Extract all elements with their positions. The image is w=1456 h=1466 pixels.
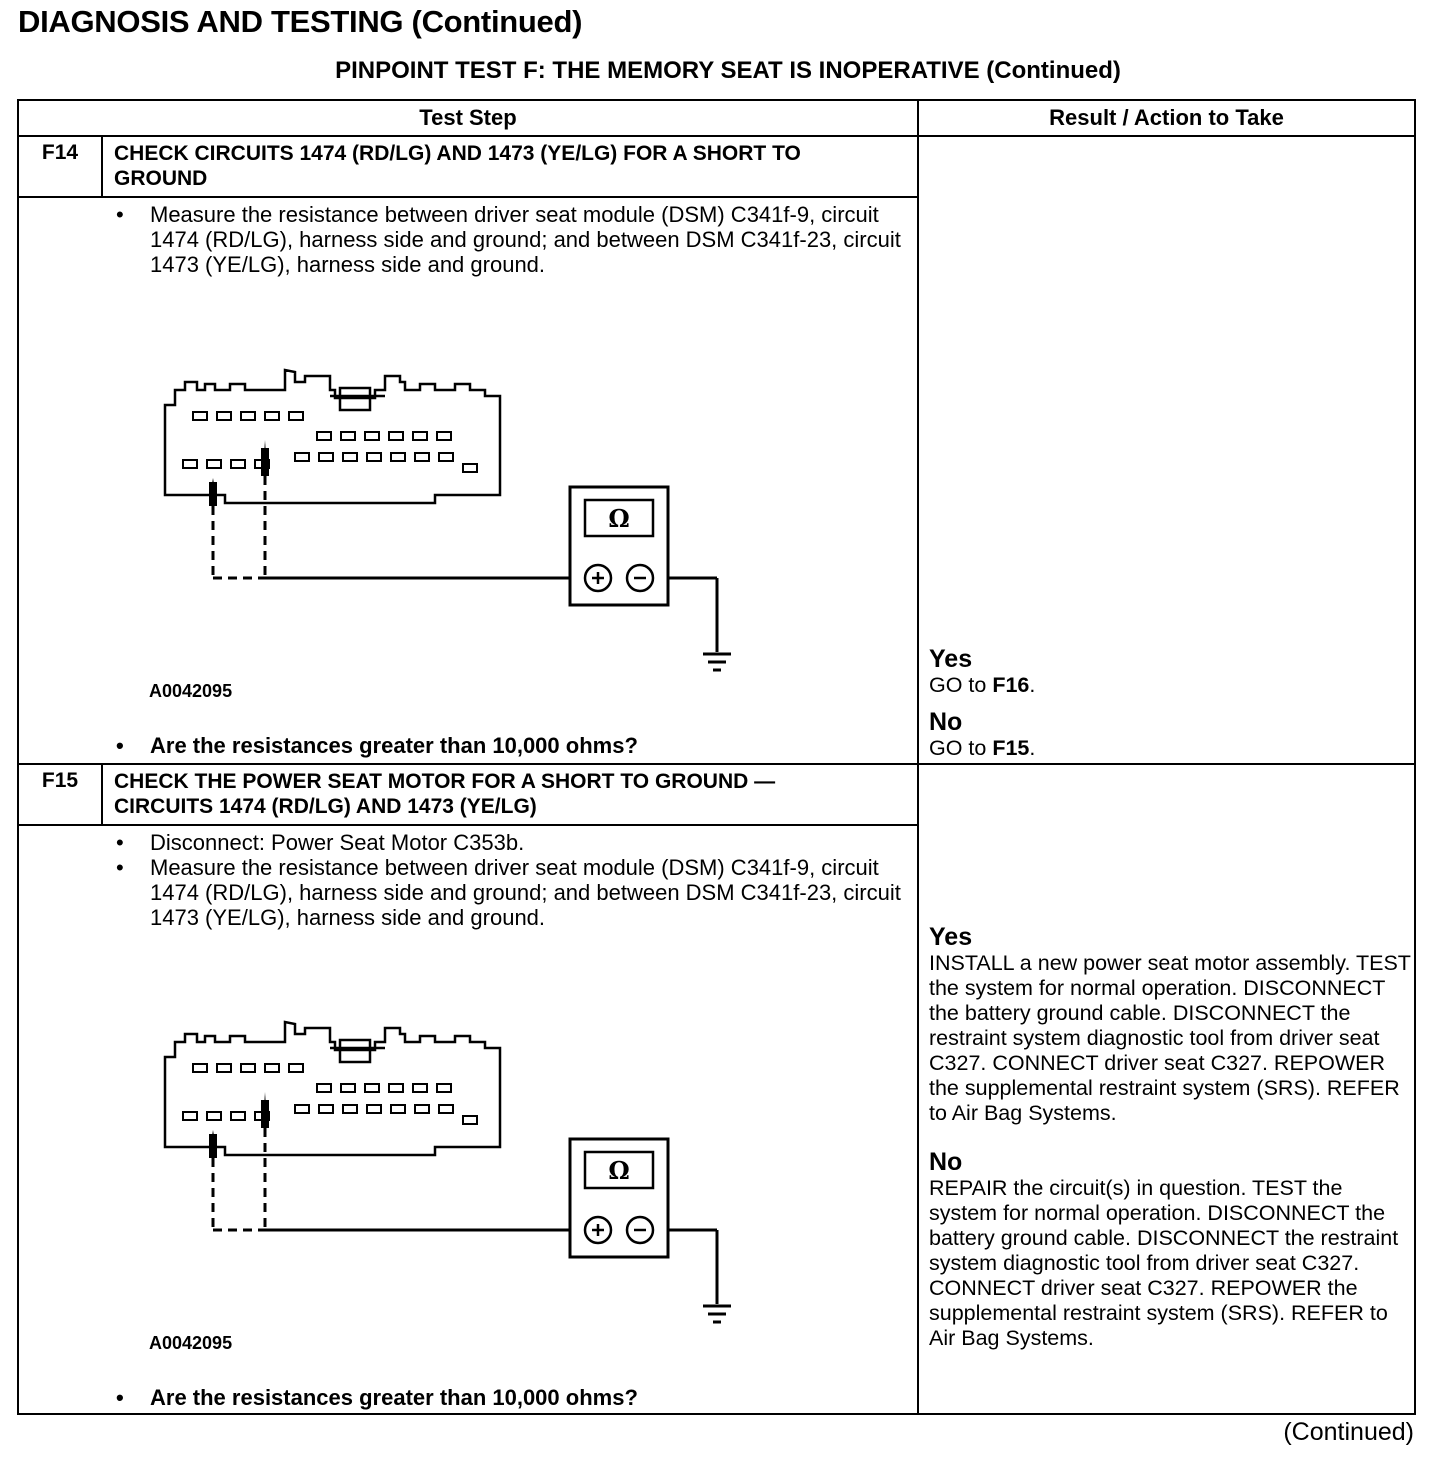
ohmmeter bbox=[570, 487, 668, 605]
ground-icon bbox=[703, 654, 731, 670]
column-divider bbox=[917, 101, 919, 1413]
goto-target-f16[interactable]: F16 bbox=[992, 673, 1030, 697]
result-yes-action: GO to F16. bbox=[929, 673, 1036, 697]
figure-code-f14: A0042095 bbox=[149, 681, 233, 701]
step-question-f14 bbox=[114, 733, 904, 758]
ground-icon bbox=[703, 1306, 731, 1322]
step-bullets-f15 bbox=[114, 830, 904, 930]
result-yes-action: INSTALL a new power seat motor assembly. TEST the system for normal operation. DISCONNECT the battery ground cable. DISCONNECT the restraint system diagnostic tool from driver seat C327. CONNECT driver seat C327. REPOWER the supplemental restraint system (SRS). REFER to Air Bag Systems. bbox=[929, 951, 1411, 1125]
header-test-step: Test Step bbox=[419, 105, 517, 130]
figure-code-f15: A0042095 bbox=[149, 1333, 233, 1353]
connector-pins-top-row bbox=[183, 412, 477, 472]
header-result: Result / Action to Take bbox=[1049, 105, 1284, 130]
result-f14 bbox=[929, 645, 1415, 761]
step-id-f14: F14 bbox=[41, 141, 79, 164]
step-id-divider-f14 bbox=[101, 135, 103, 197]
ohm-symbol: Ω bbox=[608, 1156, 630, 1185]
continued-marker: (Continued) bbox=[1283, 1418, 1414, 1446]
result-no-label: No bbox=[929, 708, 963, 736]
question: • Are the resistances greater than 10,000 ohms? bbox=[114, 1385, 904, 1410]
result-f15 bbox=[929, 923, 1415, 1351]
list-item: • Measure the resistance between driver seat module (DSM) C341f-9, circuit 1474 (RD/LG), harness side and ground; and between DSM C341f-23, circuit 1473 (YE/LG), harness side and ground. bbox=[114, 202, 904, 277]
ohm-symbol: Ω bbox=[608, 504, 630, 533]
list-item: • Disconnect: Power Seat Motor C353b. bbox=[114, 830, 904, 855]
goto-target-f15[interactable]: F15 bbox=[992, 736, 1030, 760]
step-title-divider-f14 bbox=[19, 196, 917, 198]
result-no-label: No bbox=[929, 1148, 963, 1176]
connector-ohmmeter-diagram-f15 bbox=[155, 1012, 755, 1332]
result-no-action: GO to F15. bbox=[929, 736, 1036, 760]
result-yes-label: Yes bbox=[929, 645, 973, 673]
step-title-f14: CHECK CIRCUITS 1474 (RD/LG) AND 1473 (YE/LG) FOR A SHORT TO GROUND bbox=[114, 142, 801, 190]
step-title-divider-f15 bbox=[19, 824, 917, 826]
list-item: • Measure the resistance between driver seat module (DSM) C341f-9, circuit 1474 (RD/LG), harness side and ground; and between DSM C341f-23, circuit 1473 (YE/LG), harness side and ground. bbox=[114, 855, 904, 930]
step-bullets-f14 bbox=[114, 202, 904, 277]
connector-ohmmeter-diagram-f14 bbox=[155, 360, 755, 680]
step-question-f15 bbox=[114, 1385, 904, 1410]
step-title-f15: CHECK THE POWER SEAT MOTOR FOR A SHORT TO GROUND — CIRCUITS 1474 (RD/LG) AND 1473 (YE/LG) bbox=[114, 770, 776, 818]
row-divider bbox=[19, 763, 1414, 765]
question: • Are the resistances greater than 10,000 ohms? bbox=[114, 733, 904, 758]
step-id-divider-f15 bbox=[101, 763, 103, 825]
page-title: DIAGNOSIS AND TESTING (Continued) bbox=[18, 4, 583, 39]
step-id-f15: F15 bbox=[41, 769, 79, 792]
connector-pins-top-row bbox=[183, 1064, 477, 1124]
pinpoint-test-title: PINPOINT TEST F: THE MEMORY SEAT IS INOPERATIVE (Continued) bbox=[335, 57, 1121, 84]
result-yes-label: Yes bbox=[929, 923, 973, 951]
ohmmeter bbox=[570, 1139, 668, 1257]
result-no-action: REPAIR the circuit(s) in question. TEST the system for normal operation. DISCONNECT the battery ground cable. DISCONNECT the restraint system diagnostic tool from driver seat C327. CONNECT driver seat C327. REPOWER the supplemental restraint system (SRS). REFER to Air Bag Systems. bbox=[929, 1176, 1399, 1350]
header-divider bbox=[19, 135, 1414, 137]
